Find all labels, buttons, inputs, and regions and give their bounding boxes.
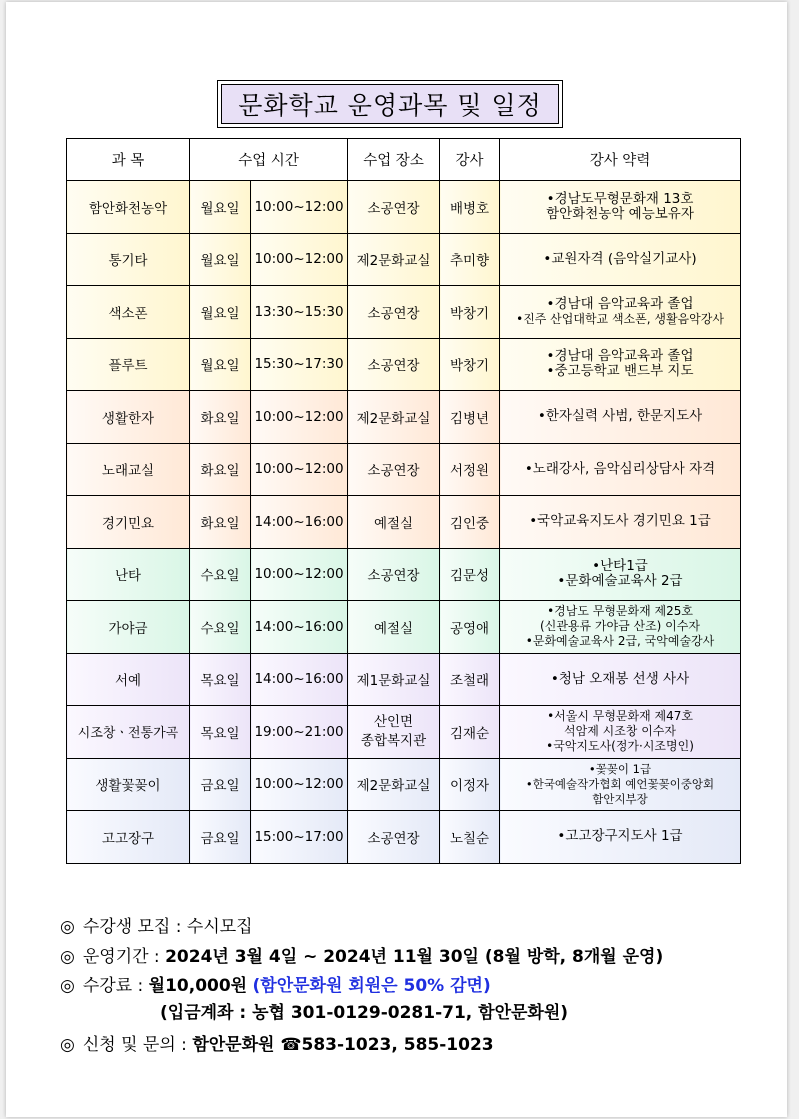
career-line: •경남대 음악교육과 졸업 xyxy=(546,295,694,312)
table-row xyxy=(67,548,741,601)
cell-instructor: 추미향 xyxy=(440,233,500,286)
contact-label: 신청 및 문의 : xyxy=(82,1035,187,1055)
cell-time: 10:00~12:00 xyxy=(251,391,348,444)
table-row xyxy=(67,601,741,654)
cell-place: 제2문화교실 xyxy=(348,391,440,444)
cell-career xyxy=(500,391,741,444)
cell-subject: 플루트 xyxy=(67,338,190,391)
cell-subject: 함안화천농악 xyxy=(67,181,190,234)
bullet-mark: ◎ xyxy=(60,917,75,937)
cell-day: 화요일 xyxy=(190,443,251,496)
table-row xyxy=(67,706,741,759)
career-line: •경남대 음악교육과 졸업 xyxy=(546,348,694,365)
table-header-row xyxy=(67,139,741,181)
cell-career xyxy=(500,233,741,286)
career-line: •노래강사, 음악심리상담사 자격 xyxy=(524,460,716,477)
table-row xyxy=(67,496,741,549)
bullet-mark: ◎ xyxy=(60,976,75,996)
cell-career xyxy=(500,706,741,759)
cell-instructor: 김문성 xyxy=(440,548,500,601)
cell-subject: 난타 xyxy=(67,548,190,601)
career-line: •국악지도사(정가·시조명인) xyxy=(546,739,694,754)
cell-day: 월요일 xyxy=(190,181,251,234)
cell-day: 월요일 xyxy=(190,233,251,286)
cell-subject: 고고장구 xyxy=(67,811,190,864)
cell-time: 14:00~16:00 xyxy=(251,653,348,706)
career-line: 석암제 시조창 이수자 xyxy=(564,724,676,739)
cell-time: 15:00~17:00 xyxy=(251,811,348,864)
cell-day: 화요일 xyxy=(190,391,251,444)
cell-time: 15:30~17:30 xyxy=(251,338,348,391)
place-line: 산인면 xyxy=(373,713,414,730)
cell-place: 예절실 xyxy=(348,601,440,654)
header-subject: 과 목 xyxy=(67,139,190,181)
info-period xyxy=(60,942,663,967)
cell-subject: 색소폰 xyxy=(67,286,190,339)
cell-place: 제2문화교실 xyxy=(348,758,440,811)
cell-instructor: 박창기 xyxy=(440,338,500,391)
career-line: •진주 산업대학교 색소폰, 생활음악강사 xyxy=(516,311,724,326)
cell-instructor: 김병년 xyxy=(440,391,500,444)
cell-day: 월요일 xyxy=(190,286,251,339)
period-label: 운영기간 : xyxy=(82,947,160,967)
cell-day: 목요일 xyxy=(190,653,251,706)
cell-subject: 생활한자 xyxy=(67,391,190,444)
schedule-table xyxy=(66,138,741,864)
cell-day: 수요일 xyxy=(190,601,251,654)
career-line: •꽃꽂이 1급 xyxy=(588,761,652,776)
career-line: •난타1급 xyxy=(592,558,648,575)
table-row xyxy=(67,233,741,286)
cell-career xyxy=(500,181,741,234)
cell-subject: 시조창ㆍ전통가곡 xyxy=(67,706,190,759)
cell-day: 금요일 xyxy=(190,758,251,811)
cell-subject: 경기민요 xyxy=(67,496,190,549)
cell-instructor: 김인중 xyxy=(440,496,500,549)
header-time: 수업 시간 xyxy=(190,139,348,181)
info-recruit xyxy=(60,912,253,937)
cell-instructor: 김재순 xyxy=(440,706,500,759)
cell-time: 10:00~12:00 xyxy=(251,233,348,286)
cell-time: 10:00~12:00 xyxy=(251,181,348,234)
title-box xyxy=(217,80,563,128)
cell-subject: 통기타 xyxy=(67,233,190,286)
info-contact xyxy=(60,1030,494,1055)
header-place: 수업 장소 xyxy=(348,139,440,181)
cell-subject: 생활꽃꽂이 xyxy=(67,758,190,811)
cell-time: 19:00~21:00 xyxy=(251,706,348,759)
cell-day: 금요일 xyxy=(190,811,251,864)
cell-career xyxy=(500,286,741,339)
table-row xyxy=(67,443,741,496)
cell-place: 소공연장 xyxy=(348,443,440,496)
cell-instructor: 이정자 xyxy=(440,758,500,811)
cell-instructor: 노칠순 xyxy=(440,811,500,864)
career-line: •고고장구지도사 1급 xyxy=(557,828,683,845)
cell-time: 10:00~12:00 xyxy=(251,443,348,496)
cell-place: 소공연장 xyxy=(348,338,440,391)
bullet-mark: ◎ xyxy=(60,947,75,967)
table-row xyxy=(67,758,741,811)
cell-place: 소공연장 xyxy=(348,811,440,864)
cell-place: 예절실 xyxy=(348,496,440,549)
career-line: •경남도무형문화재 13호 xyxy=(546,190,694,207)
cell-career xyxy=(500,653,741,706)
cell-day: 화요일 xyxy=(190,496,251,549)
table-row xyxy=(67,391,741,444)
fee-discount: (함안문화원 회원은 50% 감면) xyxy=(252,976,491,996)
career-line: •문화예술교육사 2급, 국악예술강사 xyxy=(525,634,715,649)
cell-instructor: 공영애 xyxy=(440,601,500,654)
header-instructor: 강사 xyxy=(440,139,500,181)
cell-subject: 서예 xyxy=(67,653,190,706)
career-line: •한자실력 사범, 한문지도사 xyxy=(537,408,703,425)
info-account xyxy=(160,998,568,1023)
cell-career xyxy=(500,548,741,601)
table-row xyxy=(67,338,741,391)
cell-career xyxy=(500,338,741,391)
cell-time: 13:30~15:30 xyxy=(251,286,348,339)
table-row xyxy=(67,286,741,339)
cell-subject: 가야금 xyxy=(67,601,190,654)
cell-instructor: 서정원 xyxy=(440,443,500,496)
cell-time: 10:00~12:00 xyxy=(251,758,348,811)
cell-day: 수요일 xyxy=(190,548,251,601)
career-line: (신관용류 가야금 산조) 이수자 xyxy=(540,619,700,634)
career-line: •경남도 무형문화재 제25호 xyxy=(547,604,693,619)
cell-career xyxy=(500,443,741,496)
cell-time: 14:00~16:00 xyxy=(251,601,348,654)
career-line: •청남 오재봉 선생 사사 xyxy=(550,670,690,687)
cell-time: 14:00~16:00 xyxy=(251,496,348,549)
cell-time: 10:00~12:00 xyxy=(251,548,348,601)
cell-place: 소공연장 xyxy=(348,181,440,234)
page-title: 문화학교 운영과목 및 일정 xyxy=(221,84,559,124)
header-career: 강사 약력 xyxy=(500,139,741,181)
career-line: •문화예술교육사 2급 xyxy=(557,573,683,590)
cell-instructor: 조철래 xyxy=(440,653,500,706)
cell-career xyxy=(500,496,741,549)
bullet-mark: ◎ xyxy=(60,1035,75,1055)
cell-instructor: 배병호 xyxy=(440,181,500,234)
cell-career xyxy=(500,758,741,811)
cell-day: 목요일 xyxy=(190,706,251,759)
cell-instructor: 박창기 xyxy=(440,286,500,339)
cell-career xyxy=(500,601,741,654)
career-line: •중고등학교 밴드부 지도 xyxy=(546,363,694,380)
cell-place xyxy=(348,706,440,759)
career-line: 함안화천농악 예능보유자 xyxy=(546,205,694,222)
career-line: •서울시 무형문화재 제47호 xyxy=(547,709,693,724)
contact-value: 함안문화원 ☎583-1023, 585-1023 xyxy=(192,1035,494,1055)
cell-career xyxy=(500,811,741,864)
career-line: 함안지부장 xyxy=(592,791,648,806)
cell-place: 소공연장 xyxy=(348,286,440,339)
table-row xyxy=(67,181,741,234)
fee-value: 월10,000원 xyxy=(148,976,248,996)
table-row xyxy=(67,653,741,706)
period-value: 2024년 3월 4일 ~ 2024년 11월 30일 (8월 방학, 8개월 운영) xyxy=(165,947,664,967)
career-line: •한국예술작가협회 예언꽃꽂이중앙회 xyxy=(525,776,715,791)
cell-place: 소공연장 xyxy=(348,548,440,601)
career-line: •교원자격 (음악실기교사) xyxy=(543,250,697,267)
cell-day: 월요일 xyxy=(190,338,251,391)
fee-label: 수강료 : xyxy=(82,976,144,996)
cell-place: 제2문화교실 xyxy=(348,233,440,286)
table-row xyxy=(67,811,741,864)
cell-place: 제1문화교실 xyxy=(348,653,440,706)
recruit-text: 수강생 모집 : 수시모집 xyxy=(82,917,253,937)
account-text: (입금계좌 : 농협 301-0129-0281-71, 함안문화원) xyxy=(160,1003,569,1023)
cell-subject: 노래교실 xyxy=(67,443,190,496)
info-fee xyxy=(60,971,491,996)
place-line: 종합복지관 xyxy=(360,732,427,749)
career-line: •국악교육지도사 경기민요 1급 xyxy=(529,513,711,530)
